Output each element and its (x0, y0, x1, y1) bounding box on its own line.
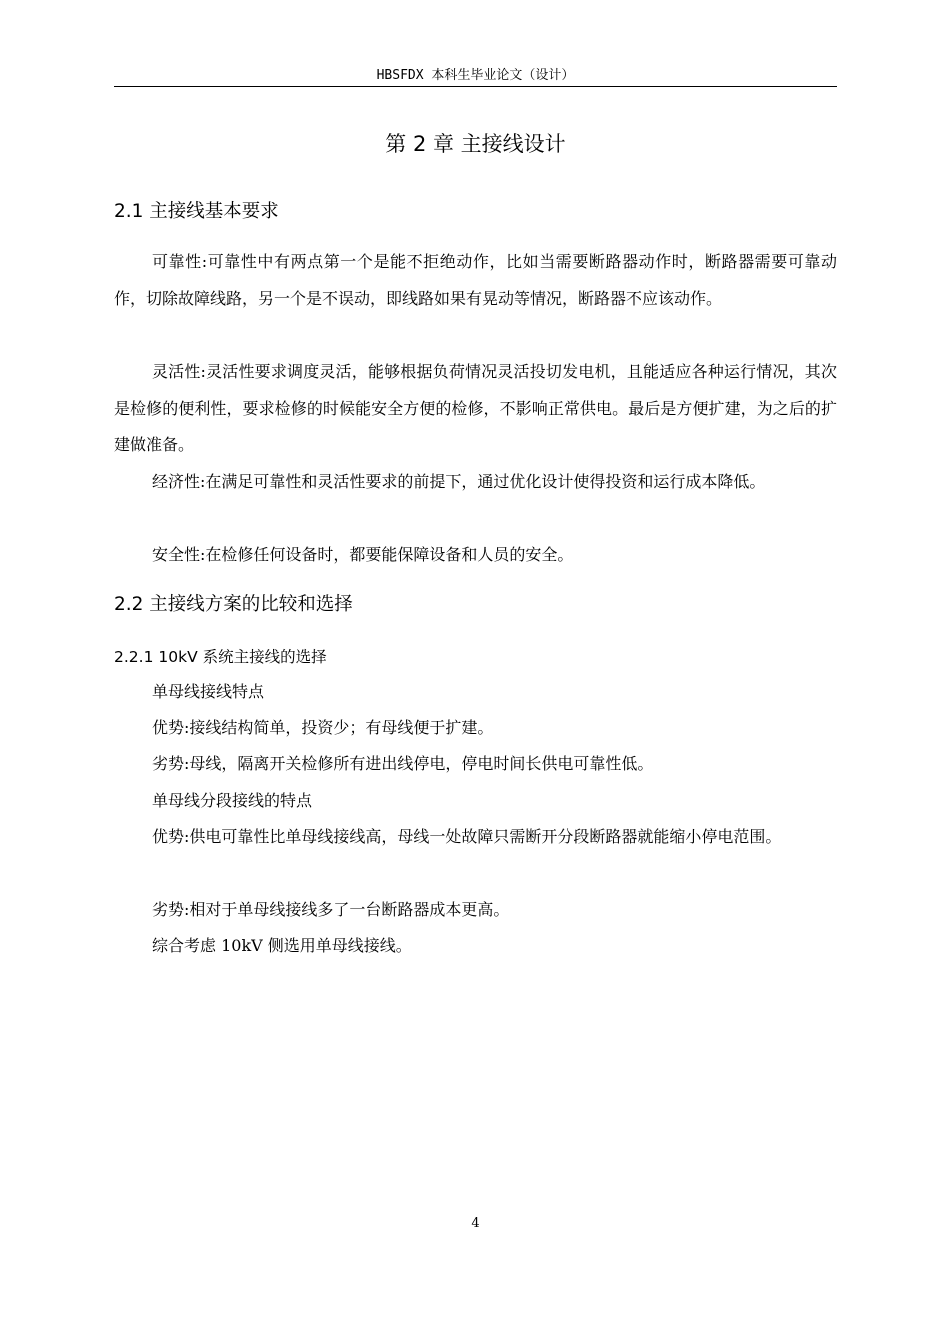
single-bus-title: 单母线接线特点 (152, 682, 265, 701)
chapter-title: 第 2 章 主接线设计 (385, 132, 566, 156)
page-number: 4 (471, 1216, 480, 1231)
single-bus-disadvantage: 劣势:母线，隔离开关检修所有进出线停电，停电时间长供电可靠性低。 (152, 754, 654, 773)
paragraph-flexibility: 灵活性:灵活性要求调度灵活，能够根据负荷情况灵活投切发电机，且能适应各种运行情况，其次是检修的便利性，要求检修的时候能安全方便的检修，不影响正常供电。最后是方便扩建，为之后的扩建做准备。 (114, 362, 837, 454)
sectioned-bus-disadvantage: 劣势:相对于单母线接线多了一台断路器成本更高。 (152, 900, 510, 919)
conclusion-text: 综合考虑 10kV 侧选用单母线接线。 (152, 936, 412, 955)
paragraph-safety: 安全性:在检修任何设备时，都要能保障设备和人员的安全。 (152, 545, 574, 564)
paragraph-economy: 经济性:在满足可靠性和灵活性要求的前提下，通过优化设计使得投资和运行成本降低。 (152, 472, 766, 491)
section-heading-2-1: 2.1 主接线基本要求 (114, 201, 279, 222)
subsection-heading-2-2-1: 2.2.1 10kV 系统主接线的选择 (114, 648, 327, 666)
section-heading-2-2: 2.2 主接线方案的比较和选择 (114, 594, 353, 615)
sectioned-bus-advantage: 优势:供电可靠性比单母线接线高，母线一处故障只需断开分段断路器就能缩小停电范围。 (152, 827, 782, 846)
header-rule (114, 86, 837, 87)
sectioned-bus-title: 单母线分段接线的特点 (152, 791, 313, 810)
page-header: HBSFDX 本科生毕业论文（设计） (376, 68, 575, 83)
single-bus-advantage: 优势:接线结构简单，投资少；有母线便于扩建。 (152, 718, 494, 737)
paragraph-reliability: 可靠性:可靠性中有两点第一个是能不拒绝动作，比如当需要断路器动作时，断路器需要可靠动作，切除故障线路，另一个是不误动，即线路如果有晃动等情况，断路器不应该动作。 (114, 252, 837, 308)
